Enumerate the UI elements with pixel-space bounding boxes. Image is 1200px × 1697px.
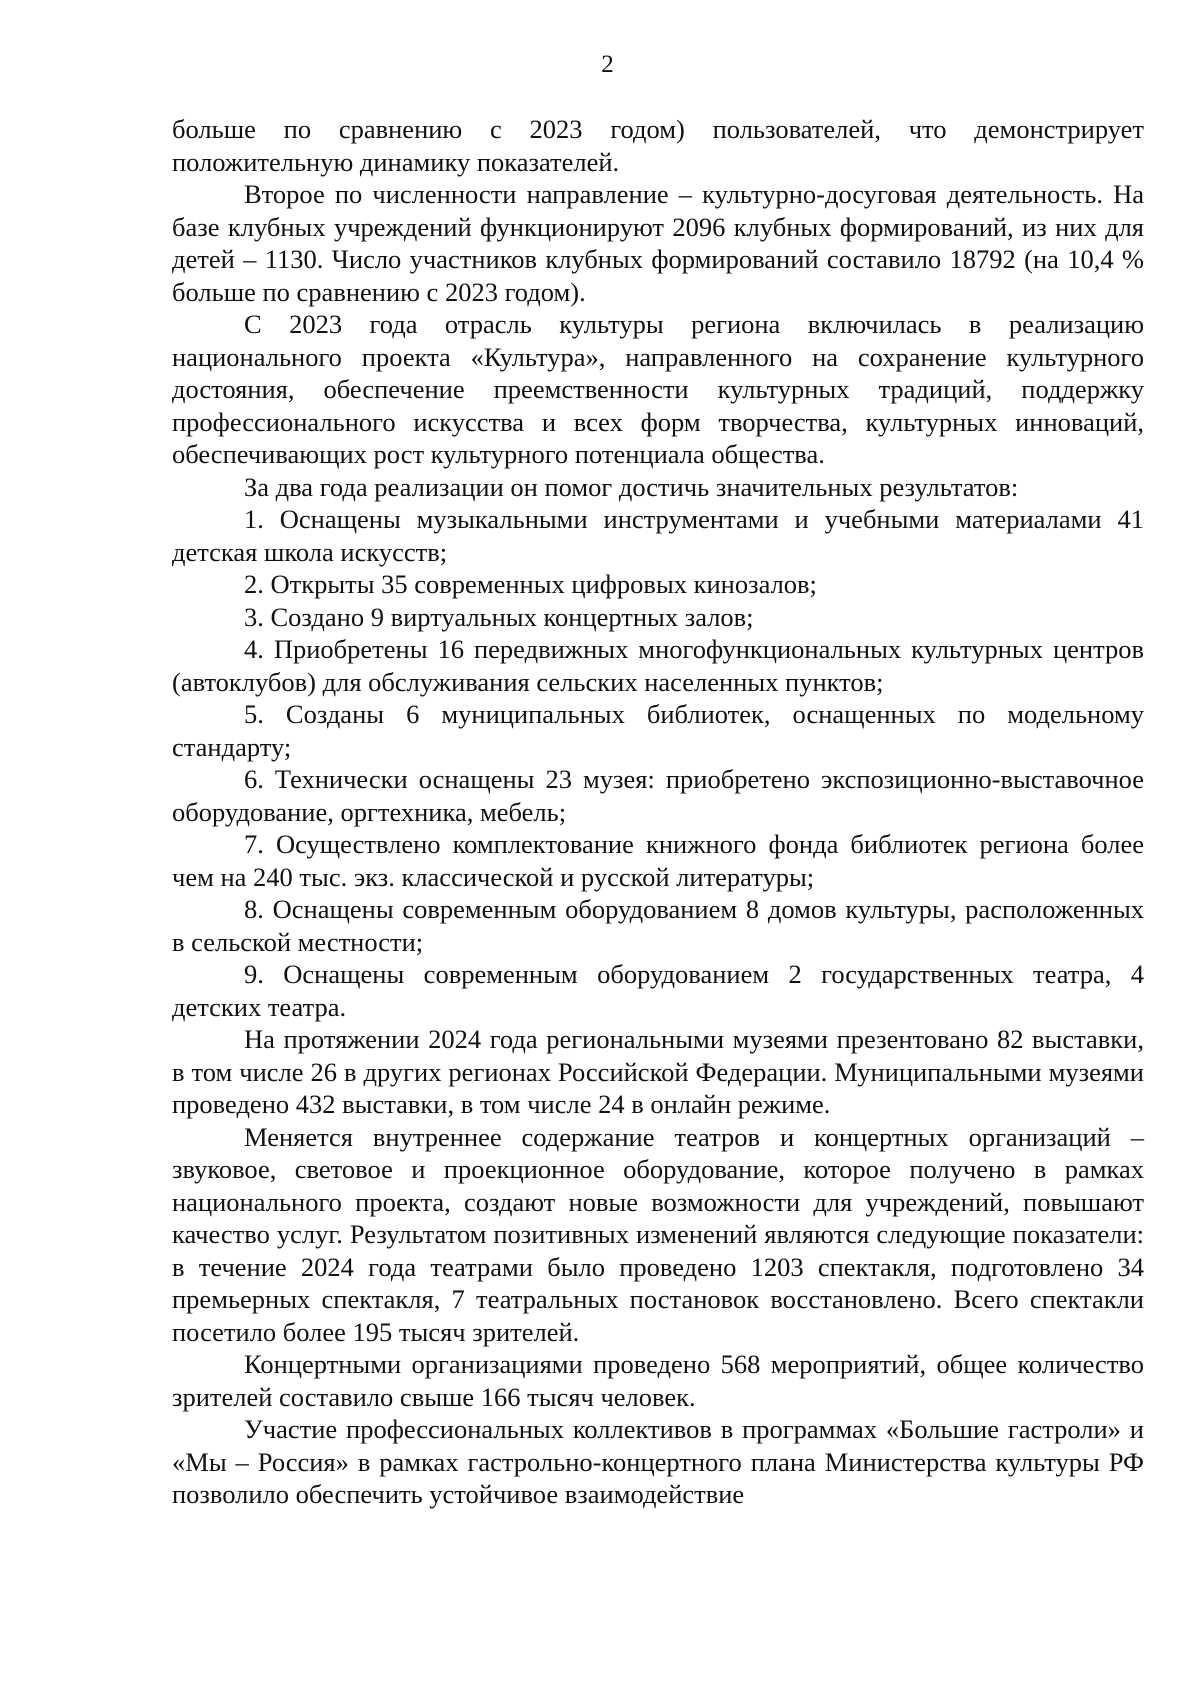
list-item: 4. Приобретены 16 передвижных многофункциональных культурных центров (автоклубов) для обслуживания сельских населенных пунктов; (172, 634, 1144, 697)
paragraph-results-intro: За два года реализации он помог достичь значительных результатов: (244, 471, 1019, 502)
list-item: 1. Оснащены музыкальными инструментами и учебными материалами 41 детская школа искусств; (172, 504, 1144, 567)
document-body (172, 113, 1144, 1511)
paragraph-concerts: Концертными организациями проведено 568 мероприятий, общее количество зрителей составило свыше 166 тысяч человек. (172, 1349, 1144, 1412)
list-item: 5. Созданы 6 муниципальных библиотек, оснащенных по модельному стандарту; (172, 699, 1144, 762)
list-item: 7. Осуществлено комплектование книжного фонда библиотек региона более чем на 240 тыс. экз. классической и русской литературы; (172, 829, 1144, 892)
list-item: 9. Оснащены современным оборудованием 2 государственных театра, 4 детских театра. (172, 959, 1144, 1022)
list-item: 3. Создано 9 виртуальных концертных залов; (244, 601, 754, 632)
paragraph-tours: Участие профессиональных коллективов в программах «Большие гастроли» и «Мы – Россия» в рамках гастрольно-концертного плана Министерства культуры РФ позволило обеспечить устойчивое взаимодействие (172, 1414, 1144, 1509)
page-number: 2 (601, 51, 614, 78)
list-item: 8. Оснащены современным оборудованием 8 домов культуры, расположенных в сельской местности; (172, 894, 1144, 957)
paragraph-continuation: больше по сравнению с 2023 годом) пользователей, что демонстрирует положительную динамику показателей. (172, 114, 1144, 177)
paragraph-cultural-leisure: Второе по численности направление – культурно-досуговая деятельность. На базе клубных учреждений функционируют 2096 клубных формирований, из них для детей – 1130. Число участников клубных формирований составило 18792 (на 10,4 % больше по сравнению с 2023 годом). (172, 179, 1144, 307)
paragraph-museums: На протяжении 2024 года региональными музеями презентовано 82 выставки, в том числе 26 в других регионах Российской Федерации. Муниципальными музеями проведено 432 выставки, в том числе 24 в онлайн режиме. (172, 1024, 1144, 1119)
list-item: 6. Технически оснащены 23 музея: приобретено экспозиционно-выставочное оборудование, оргтехника, мебель; (172, 764, 1144, 827)
list-item: 2. Открыты 35 современных цифровых кинозалов; (244, 569, 817, 599)
paragraph-national-project: С 2023 года отрасль культуры региона включилась в реализацию национального проекта «Культура», направленного на сохранение культурного достояния, обеспечение преемственности культурных традиций, поддержку профессионального искусства и всех форм творчества, культурных инноваций, обеспечивающих рост культурного потенциала общества. (172, 309, 1144, 469)
paragraph-theatres: Меняется внутреннее содержание театров и концертных организаций – звуковое, световое и проекционное оборудование, которое получено в рамках национального проекта, создают новые возможности для учреждений, повышают качество услуг. Результатом позитивных изменений являются следующие показатели: в течение 2024 года театрами было проведено 1203 спектакля, подготовлено 34 премьерных спектакля, 7 театральных постановок восстановлено. Всего спектакли посетило более 195 тысяч зрителей. (172, 1121, 1144, 1347)
